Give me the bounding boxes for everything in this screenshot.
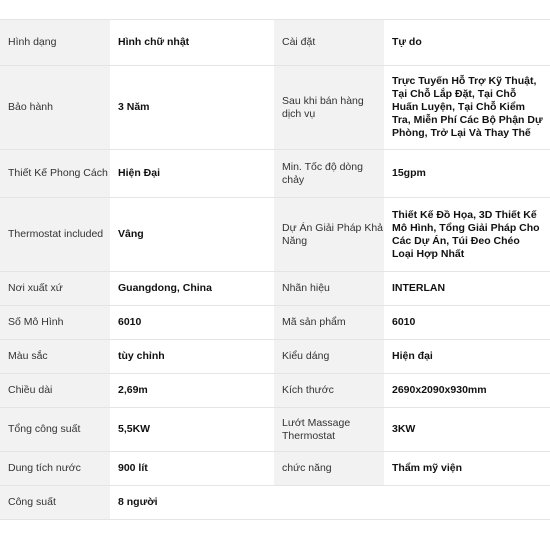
spec-value: Hiện Đại: [110, 150, 274, 198]
spec-label: Thiết Kế Phong Cách: [0, 150, 110, 198]
spec-value: Trực Tuyến Hỗ Trợ Kỹ Thuật, Tại Chỗ Lắp Đặt, Tại Chỗ Huấn Luyện, Tại Chỗ Kiểm Tra, Miễn Phí Các Bộ Phận Dự Phòng, Trở Lại Và Thay Thế: [384, 66, 550, 150]
table-row: [0, 408, 550, 452]
spec-value: Hiện đại: [384, 340, 550, 374]
spec-label: Bảo hành: [0, 66, 110, 150]
spec-label: chức năng: [274, 452, 384, 486]
spec-value: Hình chữ nhật: [110, 20, 274, 66]
spec-value: tùy chỉnh: [110, 340, 274, 374]
spec-label: Mã sản phẩm: [274, 306, 384, 340]
spec-label-empty: [274, 486, 384, 520]
table-row: [0, 20, 550, 66]
spec-label: Cài đặt: [274, 20, 384, 66]
spec-label: Sau khi bán hàng dịch vụ: [274, 66, 384, 150]
spec-value: 3KW: [384, 408, 550, 452]
spec-label: Nơi xuất xứ: [0, 272, 110, 306]
table-row: [0, 306, 550, 340]
specification-table: [0, 19, 550, 520]
table-row: [0, 340, 550, 374]
table-row: [0, 198, 550, 272]
table-row: [0, 374, 550, 408]
spec-value: Thiết Kế Đồ Họa, 3D Thiết Kế Mô Hình, Tổng Giải Pháp Cho Các Dự Án, Túi Đeo Chéo Loại Hợp Nhất: [384, 198, 550, 272]
table-row: [0, 486, 550, 520]
spec-label: Dung tích nước: [0, 452, 110, 486]
table-row: [0, 272, 550, 306]
spec-label: Tổng công suất: [0, 408, 110, 452]
spec-label: Min. Tốc độ dòng chảy: [274, 150, 384, 198]
spec-value: 2,69m: [110, 374, 274, 408]
spec-value: 900 lít: [110, 452, 274, 486]
spec-value: Vâng: [110, 198, 274, 272]
spec-value: Guangdong, China: [110, 272, 274, 306]
spec-label: Công suất: [0, 486, 110, 520]
spec-value: 6010: [384, 306, 550, 340]
spec-value: INTERLAN: [384, 272, 550, 306]
spec-label: Thermostat included: [0, 198, 110, 272]
spec-label: Kích thước: [274, 374, 384, 408]
spec-value: 2690x2090x930mm: [384, 374, 550, 408]
spec-value: 3 Năm: [110, 66, 274, 150]
spec-label: Số Mô Hình: [0, 306, 110, 340]
table-row: [0, 452, 550, 486]
spec-label: Màu sắc: [0, 340, 110, 374]
spec-value: Thẩm mỹ viện: [384, 452, 550, 486]
spec-value: 5,5KW: [110, 408, 274, 452]
spec-label: Nhãn hiệu: [274, 272, 384, 306]
spec-value: 6010: [110, 306, 274, 340]
spec-value: 15gpm: [384, 150, 550, 198]
spec-value: 8 người: [110, 486, 274, 520]
spec-label: Lướt Massage Thermostat: [274, 408, 384, 452]
spec-label: Hình dạng: [0, 20, 110, 66]
spec-value-empty: [384, 486, 550, 520]
table-row: [0, 66, 550, 150]
spec-label: Dự Án Giải Pháp Khả Năng: [274, 198, 384, 272]
spec-label: Kiểu dáng: [274, 340, 384, 374]
spec-value: Tự do: [384, 20, 550, 66]
table-row: [0, 150, 550, 198]
spec-label: Chiều dài: [0, 374, 110, 408]
